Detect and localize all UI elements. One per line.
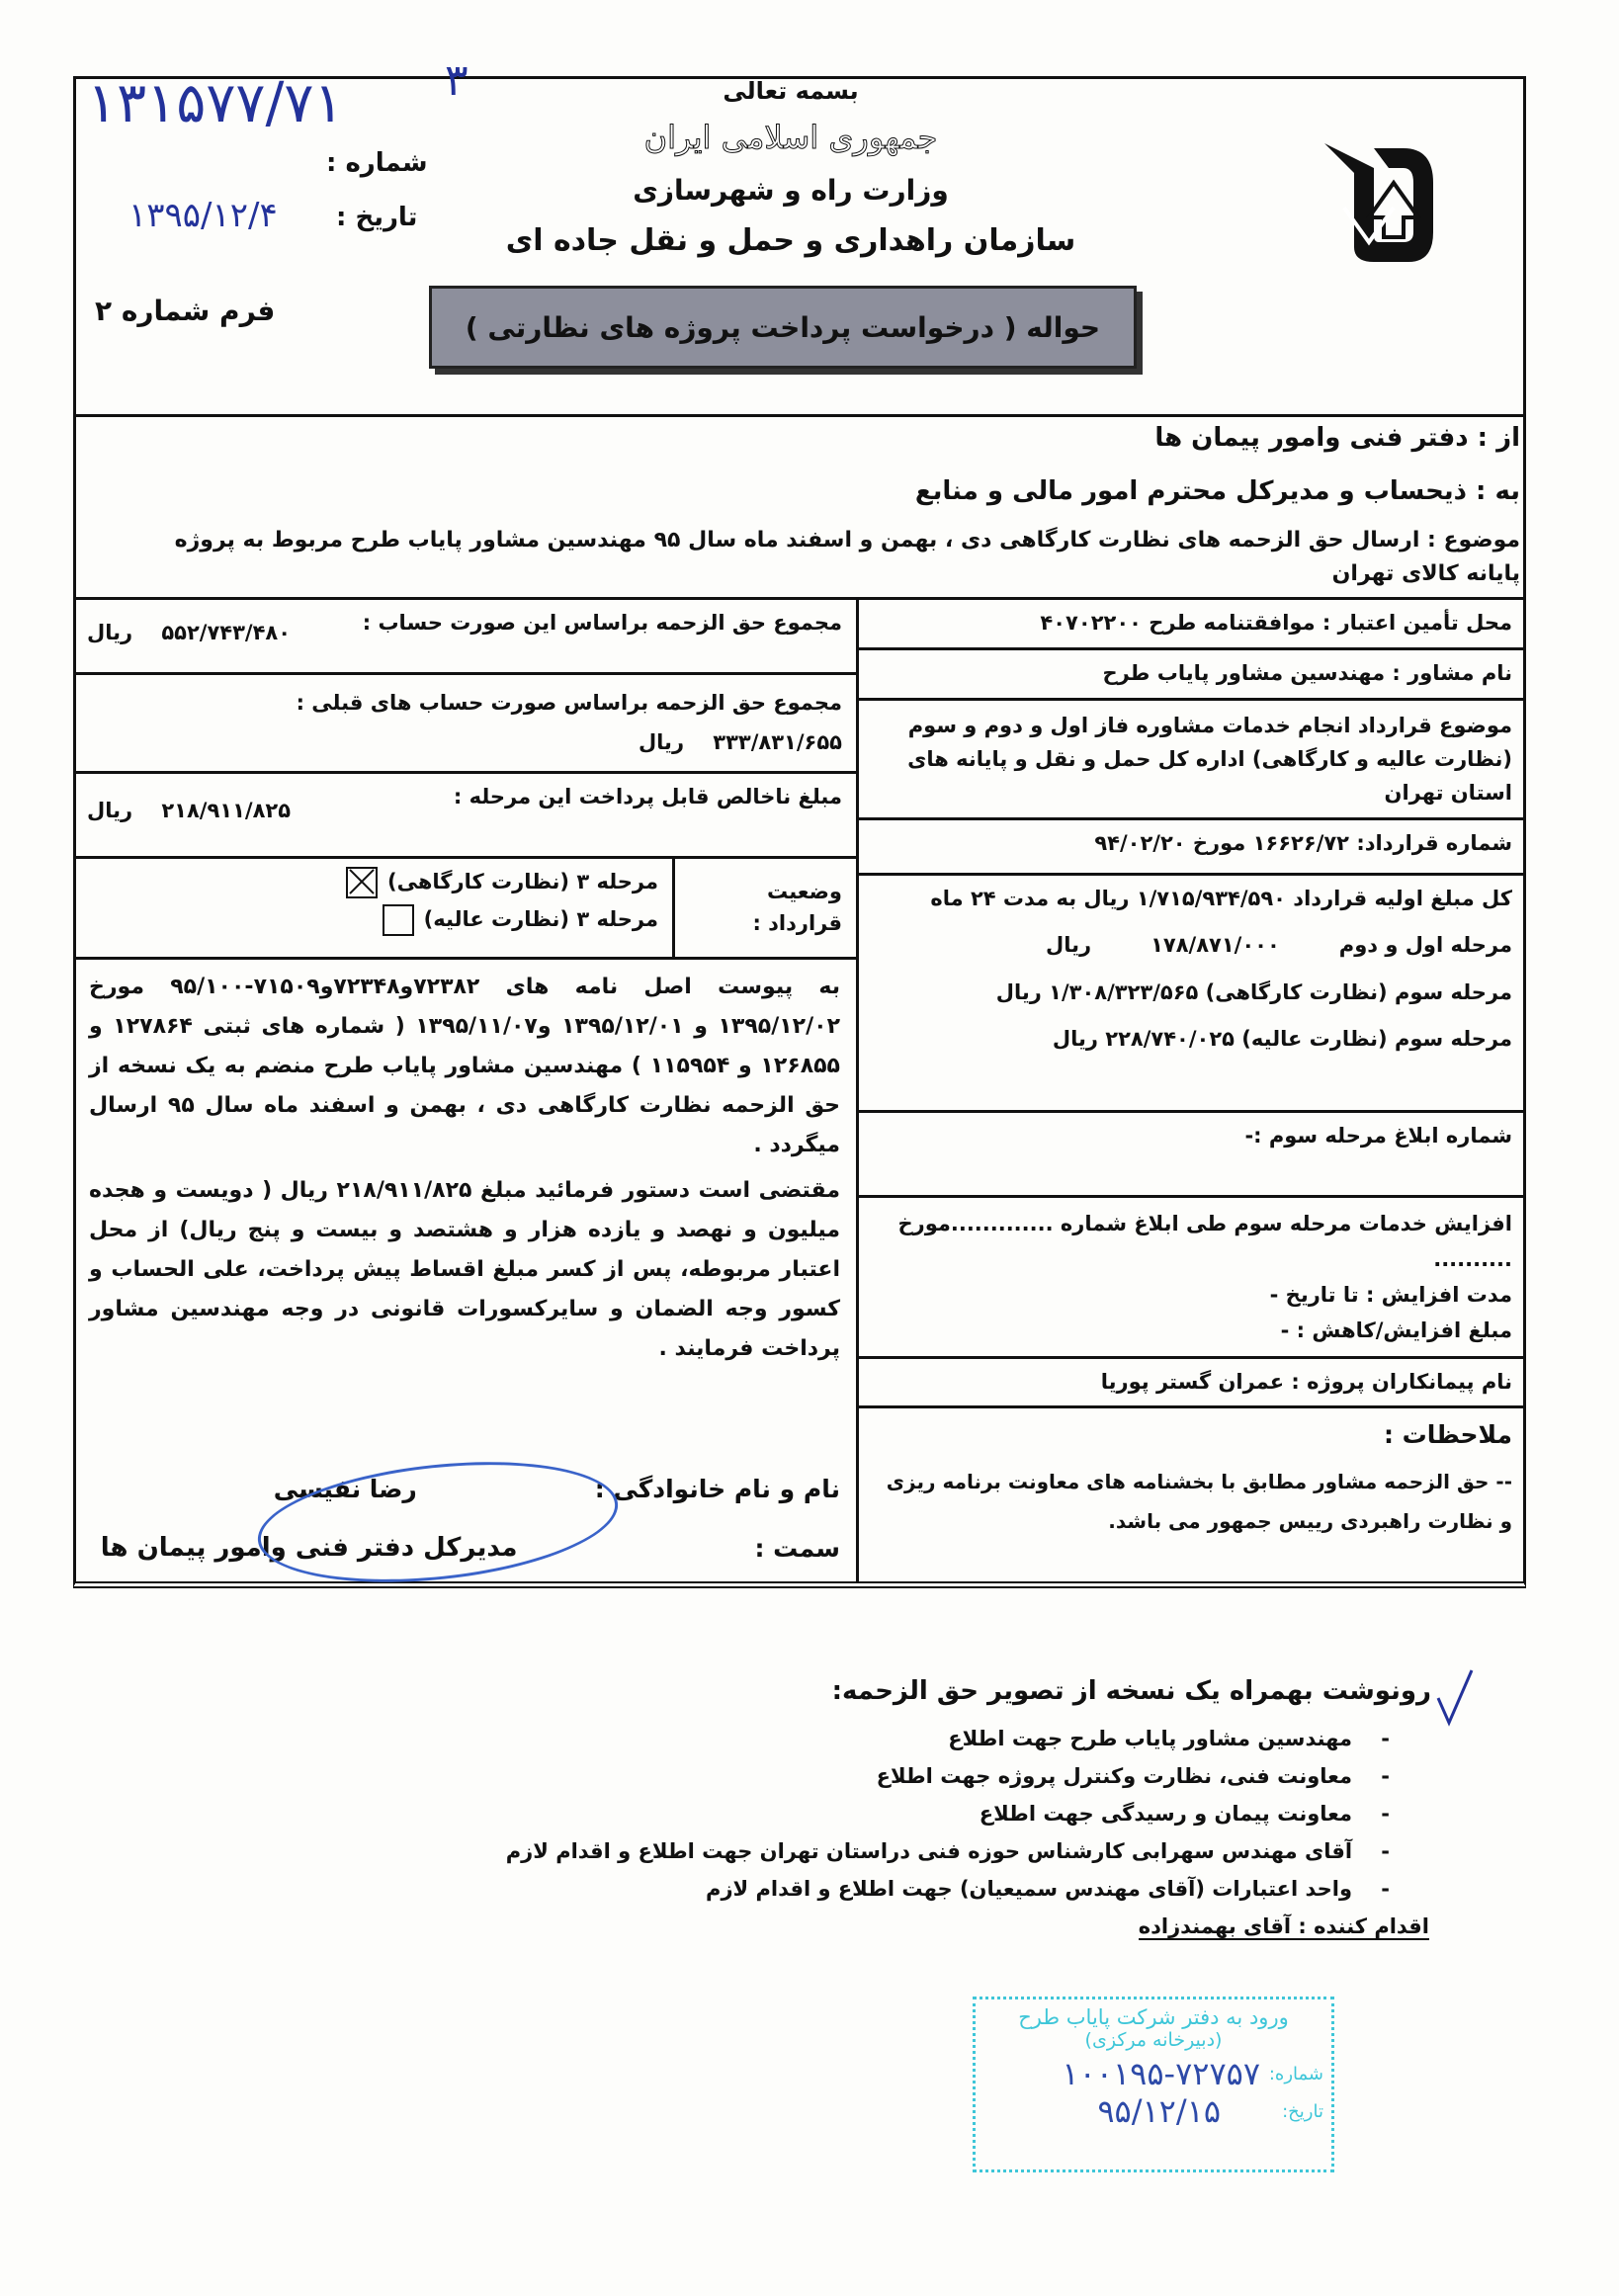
total-prev-row: [73, 675, 856, 774]
status-option-high[interactable]: [346, 900, 658, 938]
action-by: [506, 1908, 1429, 1945]
stamp-number-value: ۱۰۰۱۹۵-۷۲۷۵۷: [1062, 2055, 1260, 2092]
ministry-name: وزارت راه و شهرسازی: [633, 174, 949, 207]
status-option-site[interactable]: [346, 863, 658, 900]
increase-amount: مبلغ افزایش/کاهش : -: [1280, 1318, 1512, 1342]
status-option-label: مرحله ۳ (نظارت عالیه): [423, 907, 658, 931]
subject-line: موضوع : ارسال حق الزحمه های نظارت کارگاهی دی ، بهمن و اسفند ماه سال ۹۵ مهندسین مشاور پایاب طرح مربوط به پروژه پایانه کالای تهران: [174, 528, 1520, 586]
currency: ریال: [87, 799, 133, 822]
signer-name: رضا نفیسی: [273, 1474, 417, 1503]
total-this-label: مجموع حق الزحمه براساس این صورت حساب :: [362, 611, 842, 635]
stamp-date-label: تاریخ:: [1282, 2100, 1323, 2122]
date-label: تاریخ :: [336, 203, 418, 232]
increase-block: [859, 1198, 1526, 1359]
cc-item-text: معاونت پیمان و رسیدگی جهت اطلاع: [979, 1802, 1353, 1826]
status-option-label: مرحله ۳ (نظارت کارگاهی): [387, 870, 658, 893]
bullet: -: [1381, 1877, 1390, 1901]
status-label: وضعیت قرارداد :: [672, 859, 856, 957]
notes-label: ملاحظات :: [1383, 1420, 1512, 1449]
bullet: -: [1381, 1802, 1390, 1826]
increase-services: افزایش خدمات مرحله سوم طی ابلاغ شماره .............مورخ ..........: [897, 1211, 1512, 1271]
stage-1-2-currency: ریال: [1046, 933, 1092, 957]
cc-heading: رونوشت بهمراه یک نسخه از تصویر حق الزحمه:: [831, 1676, 1431, 1706]
form-number: فرم شماره ۲: [95, 295, 276, 327]
cc-item: [506, 1720, 1390, 1757]
received-stamp: [973, 1997, 1334, 2172]
signature-block: [89, 1457, 840, 1574]
handwritten-number: ۱۳۱۵۷۷/۷۱: [87, 71, 344, 135]
cc-item-text: مهندسین مشاور پایاب طرح جهت اطلاع: [948, 1727, 1353, 1750]
ministry-logo: [1315, 138, 1443, 272]
gross-row: [73, 774, 856, 859]
cc-item-text: آقای مهندس سهرابی کارشناس حوزه فنی دراستان تهران جهت اطلاع و اقدام لازم: [505, 1839, 1353, 1863]
left-column: [73, 597, 856, 1581]
gross-label: مبلغ ناخالص قابل پرداخت این مرحله :: [453, 785, 842, 808]
form-title: حواله ( درخواست پرداخت پروژه های نظارتی ): [465, 310, 1101, 344]
bullet: -: [1381, 1839, 1390, 1863]
checkbox-unchecked[interactable]: [383, 904, 414, 936]
stage-3-site: مرحله سوم (نظارت کارگاهی) ۱/۳۰۸/۳۲۳/۵۶۵ ریال: [995, 979, 1512, 1004]
form-title-box: [429, 286, 1137, 369]
cc-list: [505, 1720, 1429, 1945]
currency: ریال: [638, 730, 685, 754]
position-label: سمت :: [754, 1533, 840, 1563]
increase-duration: مدت افزایش : تا تاریخ -: [1269, 1282, 1512, 1307]
total-prev-value: ۳۳۳/۸۳۱/۶۵۵: [713, 730, 842, 754]
name-label: نام و نام خانوادگی :: [594, 1474, 840, 1503]
notes-text: -- حق الزحمه مشاور مطابق با بخشنامه های معاونت برنامه ریزی و نظارت راهبردی رییس جمهور می باشد.: [886, 1469, 1512, 1533]
contract-number: شماره قرارداد: ۱۶۶۲۶/۷۲ مورخ ۹۴/۰۲/۲۰: [859, 820, 1526, 876]
consultant-name: نام مشاور : مهندسین مشاور پایاب طرح: [859, 650, 1526, 701]
to-line: به : ذیحساب و مدیرکل محترم امور مالی و منابع: [914, 476, 1520, 506]
cc-item-text: معاونت فنی، نظارت وکنترل پروژه جهت اطلاع: [876, 1764, 1353, 1788]
signature-circle: [252, 1446, 624, 1598]
invocation: بسمه تعالی: [723, 77, 859, 105]
body-paragraph-2: مقتضی است دستور فرمائید مبلغ ۲۱۸/۹۱۱/۸۲۵ ریال ( دویست و هجده میلیون و نهصد و یازده هزار و هشتصد و بیست و پنج ریال) از محل اعتبار مربوطه، پس از کسر مبلغ اقساط پیش پرداخت، علی الحساب و کسور وجه الضمان و سایرکسورات قانونی در وجه مهندسین مشاور پرداخت فرمایند .: [89, 1178, 840, 1361]
funding-source: محل تأمین اعتبار : موافقتنامه طرح ۴۰۷۰۲۲۰۰: [859, 600, 1526, 650]
number-label: شماره :: [326, 148, 428, 178]
cc-item: [506, 1757, 1390, 1795]
cc-item: [506, 1870, 1390, 1908]
total-prev-label: مجموع حق الزحمه براساس صورت حساب های قبلی :: [296, 690, 842, 715]
right-column: [856, 597, 1526, 1581]
country-name: جمهوری اسلامی ایران: [643, 119, 938, 156]
checkbox-checked[interactable]: [346, 867, 378, 898]
stamp-line1: ورود به دفتر شرکت پایاب طرح: [1018, 2005, 1289, 2029]
notes: [859, 1408, 1526, 1581]
stamp-line2: (دبیرخانه مرکزی): [1084, 2029, 1223, 2051]
body-cell: [73, 960, 856, 1581]
stamp-date-value: ۹۵/۱۲/۱۵: [1097, 2092, 1221, 2130]
initial-amount: کل مبلغ اولیه قرارداد ۱/۷۱۵/۹۳۴/۵۹۰ ریال به مدت ۲۴ ماه: [930, 886, 1512, 910]
stamp-number-label: شماره:: [1268, 2063, 1323, 2084]
total-this-value: ۵۵۲/۷۴۳/۴۸۰: [161, 621, 292, 644]
cc-item: [506, 1832, 1390, 1870]
checkmark-icon: [1435, 1668, 1475, 1728]
cc-item: [506, 1795, 1390, 1832]
action-by-text: اقدام کننده : آقای بهمندزاده: [1138, 1914, 1429, 1938]
from-line: از : دفتر فنی وامور پیمان ها: [1154, 423, 1520, 453]
handwritten-number-suffix: ۳: [445, 55, 469, 106]
stage-amounts: [859, 876, 1526, 1113]
gross-value: ۲۱۸/۹۱۱/۸۲۵: [161, 799, 292, 822]
signer-position: مدیرکل دفتر فنی وامور پیمان ها: [100, 1533, 518, 1563]
contract-subject: موضوع قرارداد انجام خدمات مشاوره فاز اول و دوم و سوم (نظارت عالیه و کارگاهی) اداره کل حمل و نقل و پایانه های استان تهران: [859, 701, 1526, 820]
stage-1-2-row: [873, 930, 1512, 962]
currency: ریال: [87, 621, 133, 644]
bullet: -: [1381, 1764, 1390, 1788]
logo-icon: [1315, 138, 1443, 272]
contractors: نام پیمانکاران پروژه : عمران گستر پوریا: [859, 1359, 1526, 1409]
body-paragraph-1: به پیوست اصل نامه های ۷۲۳۸۲و۷۲۳۴۸و۷۱۵۰۹-۹۵/۱۰۰ مورخ ۱۳۹۵/۱۲/۰۲ و ۱۳۹۵/۱۲/۰۱ و۱۳۹۵/۱۱/۰۷ ( شماره های ثبتی ۱۲۷۸۶۴ و ۱۲۶۸۵۵ و ۱۱۵۹۵۴ ) مهندسین مشاور پایاب طرح منضم به یک نسخه از حق الزحمه نظارت کارگاهی دی ، بهمن و اسفند ماه سال ۹۵ ارسال میگردد .: [89, 975, 841, 1157]
cc-item-text: واحد اعتبارات (آقای مهندس سمیعیان) جهت اطلاع و اقدام لازم: [706, 1877, 1353, 1901]
total-this-row: [73, 600, 856, 675]
header-divider: [73, 414, 1526, 417]
status-row: [73, 859, 856, 960]
status-options: [332, 859, 672, 957]
organization-name: سازمان راهداری و حمل و نقل جاده ای: [505, 223, 1076, 258]
stage-3-notice: شماره ابلاغ مرحله سوم :-: [859, 1113, 1526, 1198]
handwritten-date: ۱۳۹۵/۱۲/۴: [128, 196, 278, 235]
stage-3-high: مرحله سوم (نظارت عالیه) ۲۲۸/۷۴۰/۰۲۵ ریال: [1052, 1027, 1512, 1051]
stage-1-2-amount: ۱۷۸/۸۷۱/۰۰۰: [1150, 933, 1280, 957]
stage-1-2-label: مرحله اول و دوم: [1338, 933, 1512, 957]
bullet: -: [1381, 1727, 1390, 1750]
